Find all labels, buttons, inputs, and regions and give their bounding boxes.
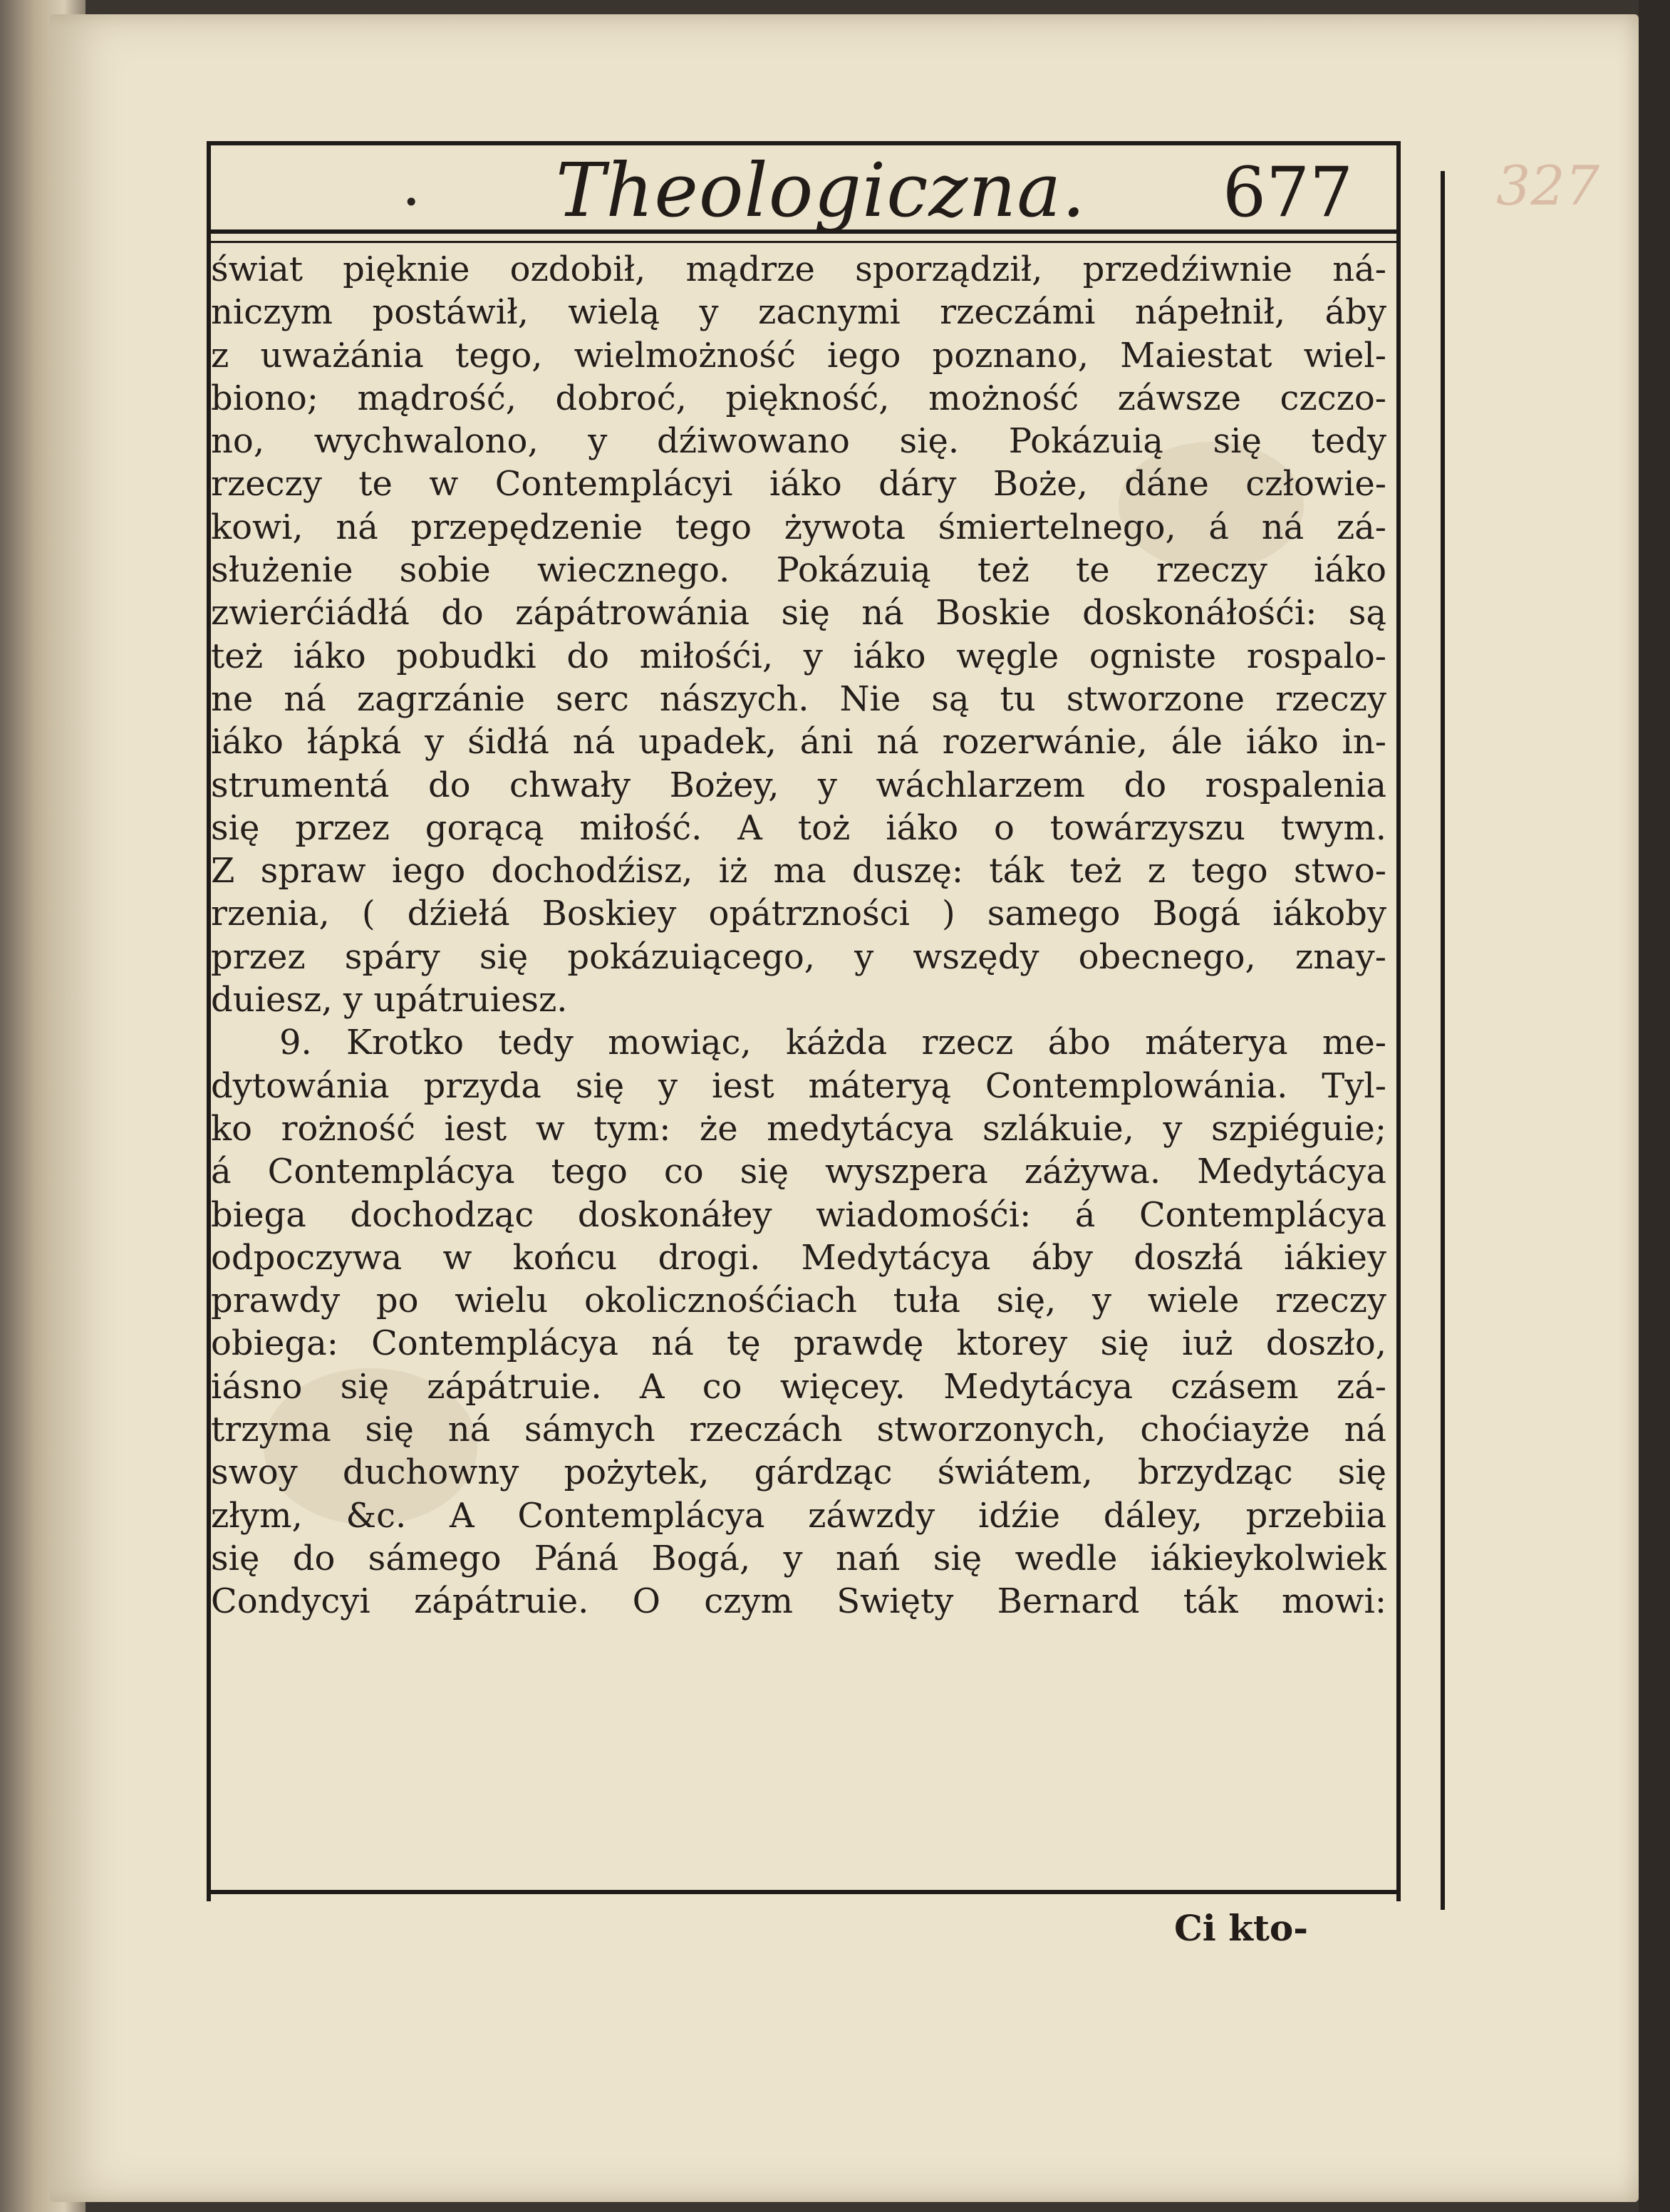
- text-line: się do sámego Páná Bogá, y nań się wedle iákieykolwiek: [211, 1538, 1386, 1578]
- text-line: dytowánia przyda się y iest máteryą Contemplowánia. Tyl-: [211, 1065, 1386, 1106]
- text-line: no, wychwalono, y dźiwowano się. Pokázuią się tedy: [211, 421, 1386, 462]
- running-title: Theologiczna.: [556, 147, 1086, 234]
- catchword: Ci kto-: [1174, 1907, 1309, 1949]
- text-line: trzyma się ná sámych rzeczách stworzonych, choćiayże ná: [211, 1410, 1386, 1450]
- text-line: rzeczy te w Contemplácyi iáko dáry Boże, dáne człowie-: [211, 464, 1386, 505]
- text-line: Z spraw iego dochodźisz, iż ma duszę: ták też z tego stwo-: [211, 851, 1386, 891]
- header-rule-thin: [207, 241, 1401, 243]
- text-line: iáko łápká y śidłá ná upadek, áni ná rozerwánie, ále iáko in-: [211, 722, 1386, 763]
- outer-margin-rule: [1441, 171, 1445, 1910]
- text-line: rzenia, ( dźiełá Boskiey opátrzności ) samego Bogá iákoby: [211, 894, 1386, 934]
- text-line: obiega: Contemplácya ná tę prawdę ktorey się iuż doszło,: [211, 1323, 1386, 1364]
- body-text: [211, 248, 1386, 1623]
- text-line: też iáko pobudki do miłośći, y iáko węgle ogniste rospalo-: [211, 636, 1386, 676]
- text-line: iásno się zápátruie. A co więcey. Medytácya czásem zá-: [211, 1366, 1386, 1407]
- text-line: duiesz, y upátruiesz.: [211, 980, 568, 1020]
- text-line: zwierćiádłá do zápátrowánia się ná Boskie doskonáłośći: są: [211, 593, 1386, 634]
- text-line: złym, &c. A Contemplácya záwzdy idźie dáley, przebiia: [211, 1495, 1386, 1536]
- text-line: biega dochodząc doskonáłey wiadomośći: á Contemplácya: [211, 1194, 1386, 1235]
- text-line: z uważánia tego, wielmożność iego poznano, Maiestat wiel-: [211, 335, 1386, 376]
- header-ornament-dot: •: [403, 187, 420, 218]
- text-line: Condycyi zápátruie. O czym Swięty Bernard ták mowi:: [211, 1581, 1386, 1622]
- footer-rule: [207, 1890, 1401, 1894]
- text-line: służenie sobie wiecznego. Pokázuią też te rzeczy iáko: [211, 550, 1386, 591]
- text-line: strumentá do chwały Bożey, y wáchlarzem do rospalenia: [211, 765, 1386, 805]
- text-line: prawdy po wielu okolicznośćiach tuła się, y wiele rzeczy: [211, 1281, 1386, 1321]
- scan-background: [1639, 0, 1670, 2212]
- library-folio-mark: 327: [1496, 154, 1600, 217]
- text-line: przez spáry się pokázuiącego, y wszędy obecnego, znay-: [211, 936, 1386, 977]
- page-number: 677: [1223, 153, 1354, 232]
- text-line: się przez gorącą miłość. A toż iáko o towárzyszu twym.: [211, 807, 1386, 848]
- text-line: odpoczywa w końcu drogi. Medytácya áby doszłá iákiey: [211, 1237, 1386, 1278]
- text-line: biono; mądrość, dobroć, piękność, możność záwsze czczo-: [211, 378, 1386, 418]
- text-line: swoy duchowny pożytek, gárdząc świátem, brzydząc się: [211, 1452, 1386, 1493]
- text-line: niczym postáwił, wielą y zacnymi rzeczámi nápełnił, áby: [211, 292, 1386, 333]
- text-line: á Contemplácya tego co się wyszpera záżywa. Medytácya: [211, 1152, 1386, 1192]
- text-line: świat pięknie ozdobił, mądrze sporządził, przedźiwnie ná-: [211, 249, 1386, 289]
- text-line: kowi, ná przepędzenie tego żywota śmiertelnego, á ná zá-: [211, 507, 1386, 547]
- text-line: ne ná zagrzánie serc nászych. Nie są tu stworzone rzeczy: [211, 678, 1386, 719]
- text-line: 9. Krotko tedy mowiąc, káżda rzecz ábo máterya me-: [279, 1023, 1386, 1063]
- text-line: ko rożność iest w tym: że medytácya szlákuie, y szpiéguie;: [211, 1108, 1386, 1149]
